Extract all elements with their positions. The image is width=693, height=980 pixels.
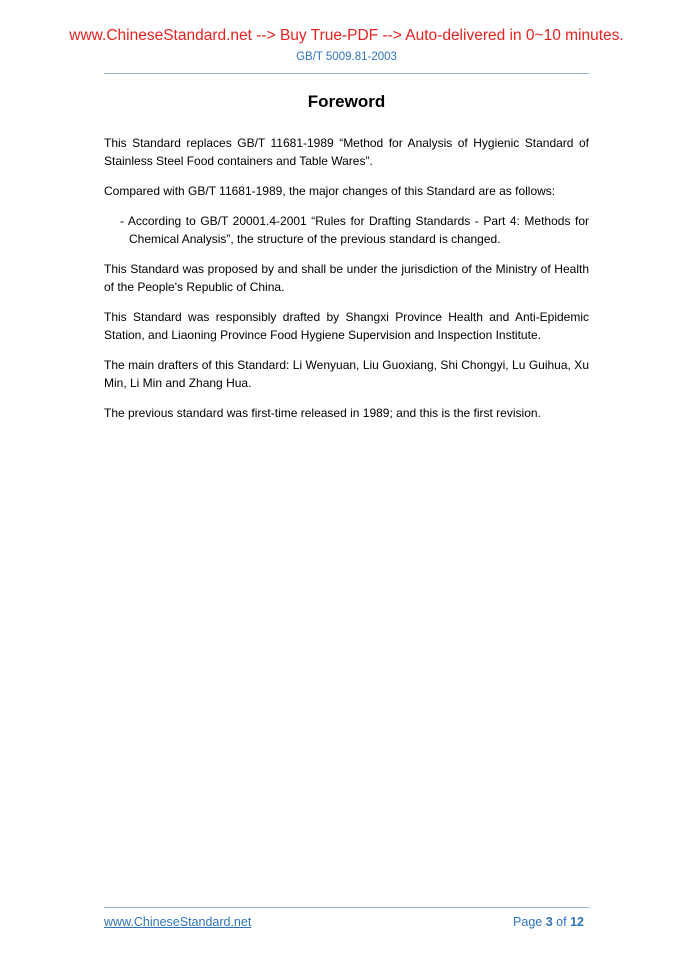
- page-total: 12: [570, 915, 584, 929]
- paragraph-drafters: The main drafters of this Standard: Li Wenyuan, Liu Guoxiang, Shi Chongyi, Lu Guihua, Xu Min, Li Min and Zhang Hua.: [104, 358, 589, 390]
- footer-website-link[interactable]: www.ChineseStandard.net: [104, 915, 252, 929]
- document-code: GB/T 5009.81-2003: [296, 51, 397, 63]
- page-label: Page: [513, 915, 543, 929]
- paragraph-changes-intro: Compared with GB/T 11681-1989, the major changes of this Standard are as follows:: [104, 184, 556, 198]
- header-banner: www.ChineseStandard.net --> Buy True-PDF --> Auto-delivered in 0~10 minutes.: [69, 27, 624, 44]
- paragraph-proposed-by: This Standard was proposed by and shall be under the jurisdiction of the Ministry of Health of the People's Republic of China.: [104, 262, 589, 294]
- footer-divider: [104, 907, 589, 908]
- page-title: Foreword: [307, 92, 386, 111]
- page-of-label: of: [556, 915, 567, 929]
- header-divider: [104, 73, 589, 74]
- paragraph-drafted-by: This Standard was responsibly drafted by Shangxi Province Health and Anti-Epidemic Station, and Liaoning Province Food Hygiene Supervision and Inspection Institute.: [104, 310, 589, 342]
- list-item-change: - According to GB/T 20001.4-2001 “Rules for Drafting Standards - Part 4: Methods for Chemical Analysis”, the structure of the previous standard is changed.: [120, 214, 589, 246]
- page-current: 3: [545, 915, 553, 929]
- foreword-body: [104, 134, 589, 434]
- paragraph-revision: The previous standard was first-time released in 1989; and this is the first revision.: [104, 406, 541, 420]
- page-number: [513, 915, 584, 929]
- paragraph-replaces: This Standard replaces GB/T 11681-1989 “Method for Analysis of Hygienic Standard of Stainless Steel Food containers and Table Wares”.: [104, 136, 589, 168]
